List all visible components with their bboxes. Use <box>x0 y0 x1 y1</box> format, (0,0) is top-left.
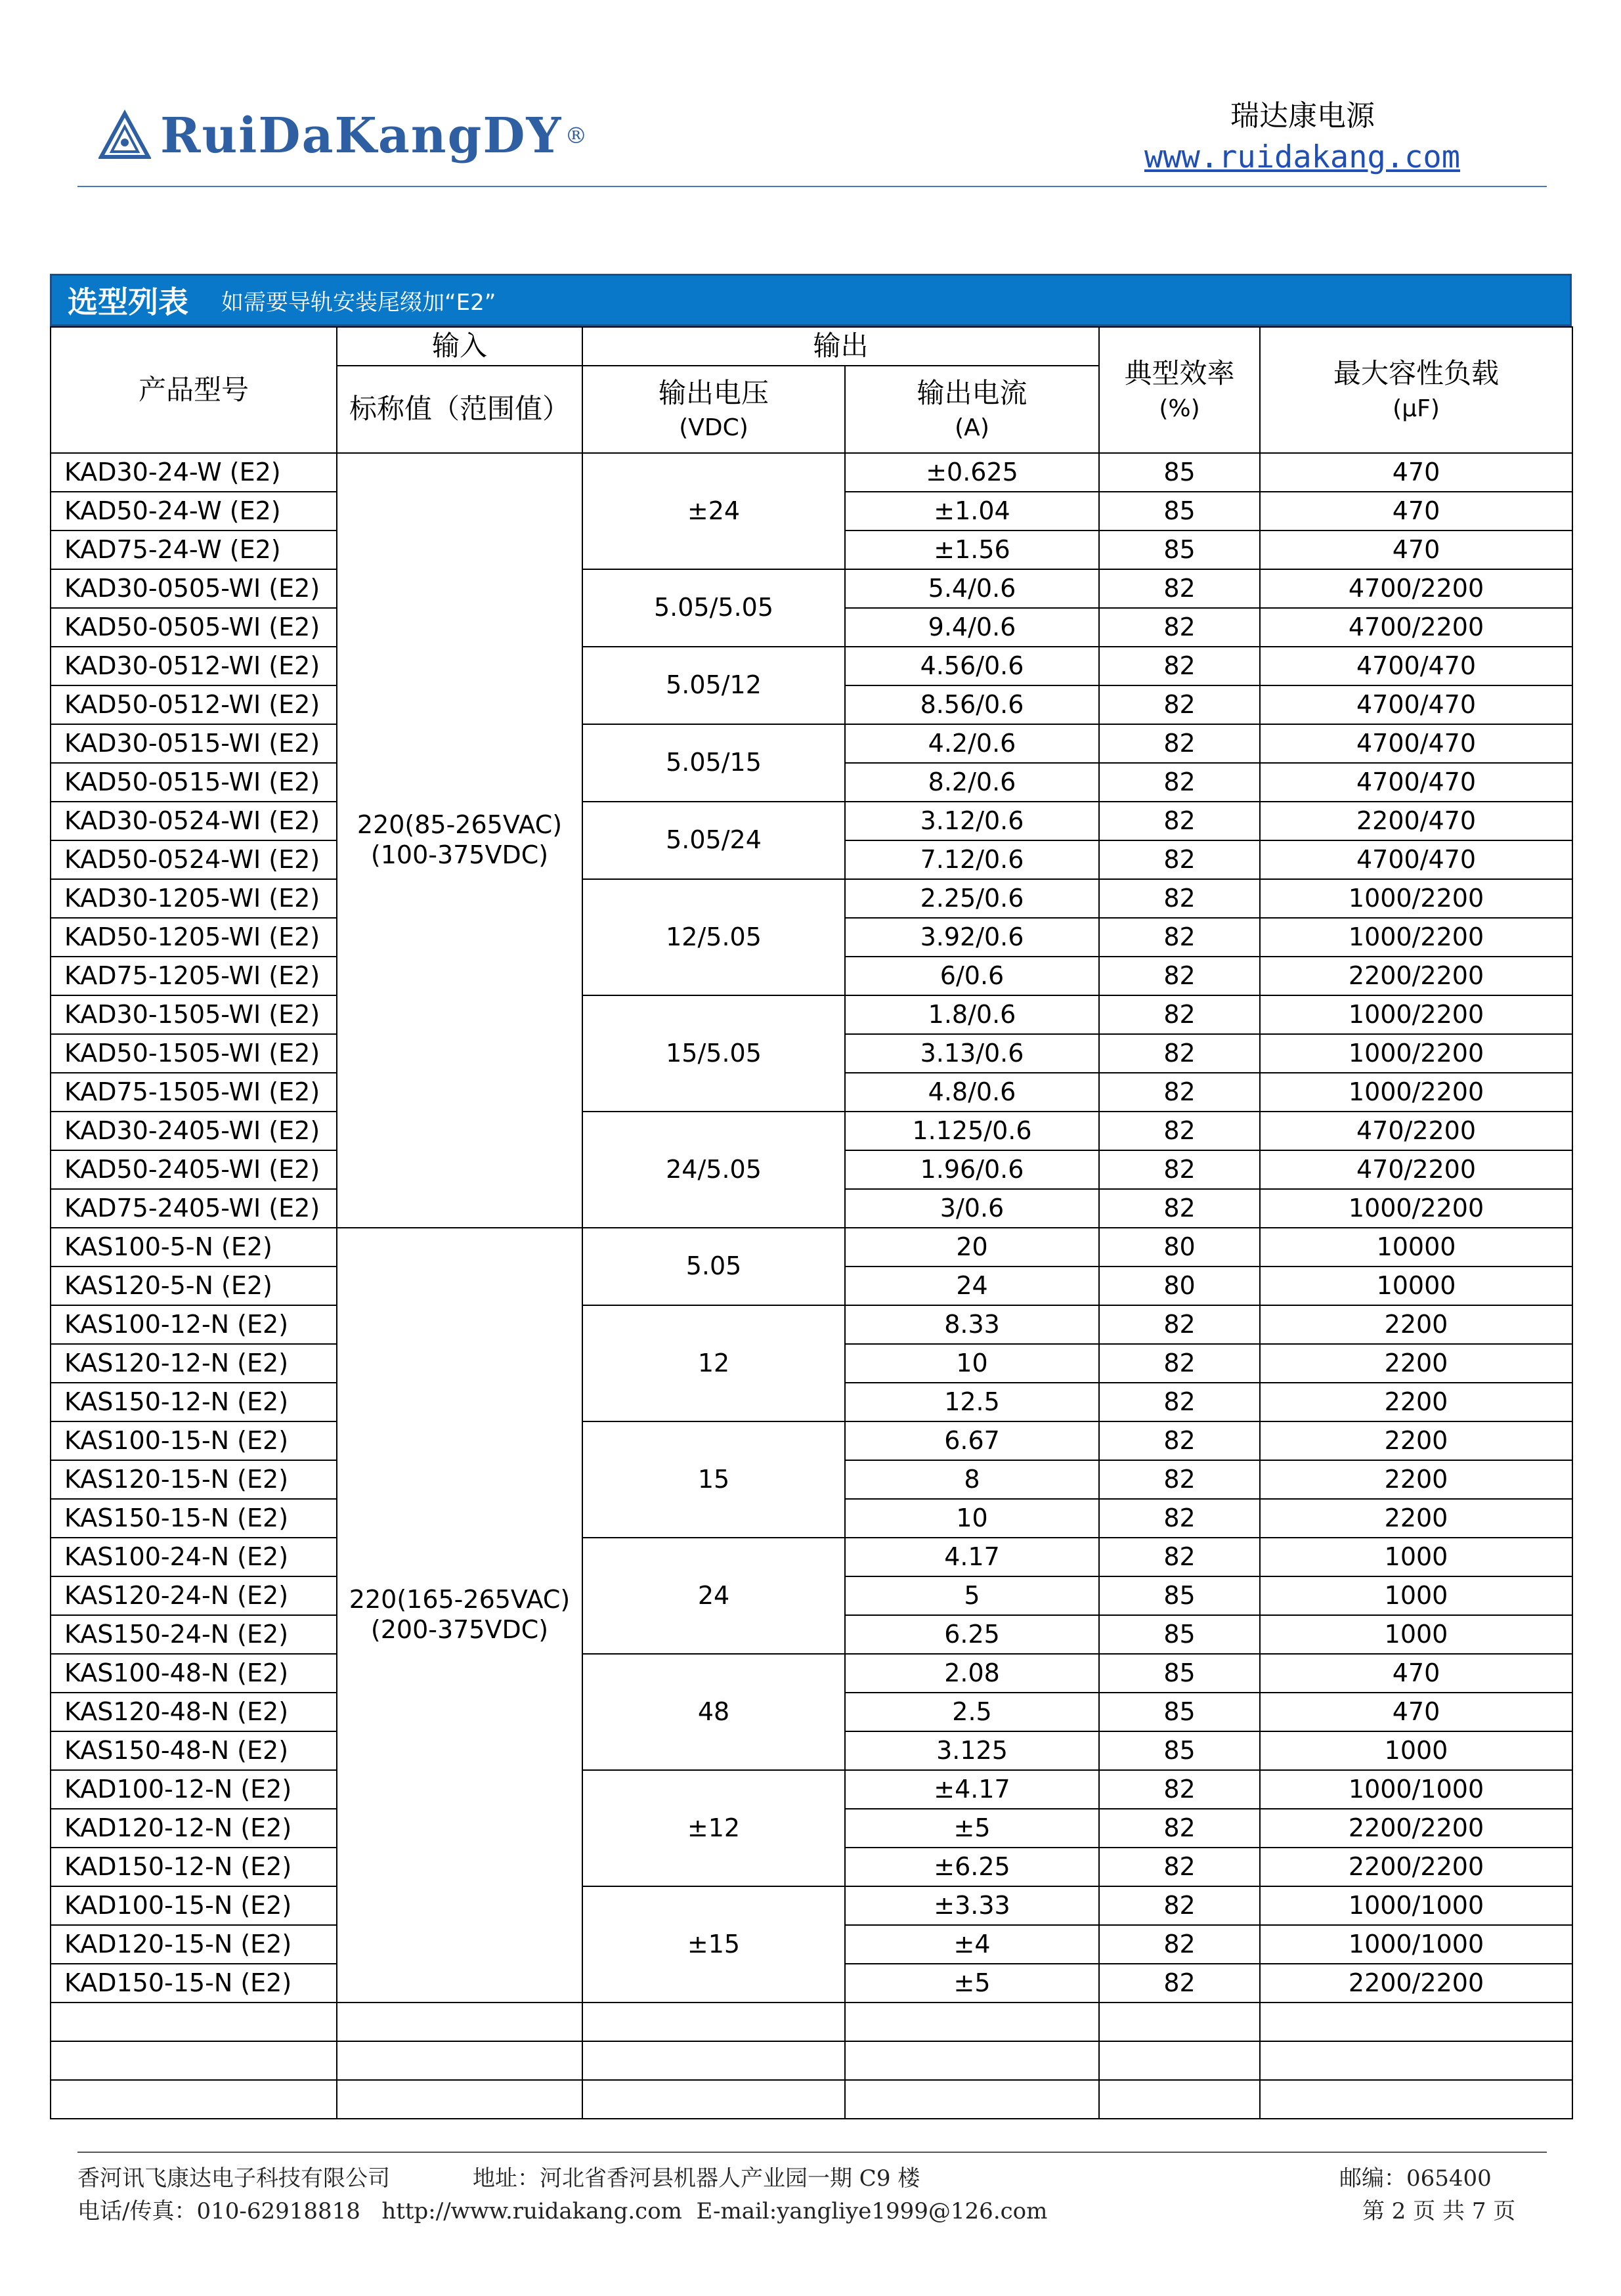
model-cell: KAS100-5-N (E2) <box>51 1228 337 1267</box>
empty-cell <box>51 2041 337 2080</box>
header-efficiency-label: 典型效率 <box>1124 357 1235 390</box>
output-current-cell: 8 <box>845 1460 1099 1499</box>
output-current-cell: 4.8/0.6 <box>845 1073 1099 1112</box>
model-cell: KAD30-0515-WI (E2) <box>51 724 337 763</box>
empty-cell <box>1260 2080 1572 2119</box>
capacitive-load-cell: 470/2200 <box>1260 1112 1572 1150</box>
efficiency-cell: 82 <box>1099 1770 1260 1809</box>
model-cell: KAD50-0515-WI (E2) <box>51 763 337 802</box>
table-row <box>51 1112 1572 1150</box>
output-current-cell: 1.125/0.6 <box>845 1112 1099 1150</box>
model-cell: KAD30-0505-WI (E2) <box>51 569 337 608</box>
logo-mark-icon <box>98 110 151 162</box>
capacitive-load-cell: 470 <box>1260 1693 1572 1731</box>
empty-row <box>51 2080 1572 2119</box>
model-cell: KAD50-24-W (E2) <box>51 492 337 531</box>
output-current-cell: ±1.56 <box>845 531 1099 569</box>
header-model: 产品型号 <box>51 327 337 453</box>
efficiency-cell: 85 <box>1099 531 1260 569</box>
model-cell: KAD100-12-N (E2) <box>51 1770 337 1809</box>
model-cell: KAS100-48-N (E2) <box>51 1654 337 1693</box>
efficiency-cell: 82 <box>1099 879 1260 918</box>
output-current-cell: 2.5 <box>845 1693 1099 1731</box>
table-row <box>51 453 1572 492</box>
table-row <box>51 1886 1572 1925</box>
empty-cell <box>337 2041 582 2080</box>
output-current-cell: 4.2/0.6 <box>845 724 1099 763</box>
capacitive-load-cell: 4700/470 <box>1260 763 1572 802</box>
model-cell: KAS120-15-N (E2) <box>51 1460 337 1499</box>
capacitive-load-cell: 4700/2200 <box>1260 608 1572 647</box>
capacitive-load-cell: 1000/2200 <box>1260 1034 1572 1073</box>
input-range-cell <box>337 1228 582 2003</box>
output-current-cell: 5.4/0.6 <box>845 569 1099 608</box>
model-cell: KAS120-12-N (E2) <box>51 1344 337 1383</box>
model-cell: KAS150-12-N (E2) <box>51 1383 337 1421</box>
footer-page-number: 第 2 页 共 7 页 <box>1362 2198 1516 2224</box>
table-row <box>51 569 1572 608</box>
output-current-cell: 4.56/0.6 <box>845 647 1099 685</box>
capacitive-load-cell: 1000 <box>1260 1576 1572 1615</box>
model-cell: KAD100-15-N (E2) <box>51 1886 337 1925</box>
output-voltage-cell: 12/5.05 <box>582 879 845 995</box>
output-current-cell: 3.13/0.6 <box>845 1034 1099 1073</box>
output-voltage-cell: 12 <box>582 1305 845 1421</box>
selection-table-section <box>50 274 1572 2119</box>
efficiency-cell: 82 <box>1099 995 1260 1034</box>
model-cell: KAD30-0524-WI (E2) <box>51 802 337 840</box>
output-voltage-cell: ±15 <box>582 1886 845 2003</box>
model-cell: KAD120-15-N (E2) <box>51 1925 337 1964</box>
capacitive-load-cell: 470 <box>1260 1654 1572 1693</box>
header-input: 输入 <box>337 327 582 366</box>
model-cell: KAS120-5-N (E2) <box>51 1267 337 1305</box>
model-cell: KAD50-1205-WI (E2) <box>51 918 337 957</box>
input-range-line2: (100-375VDC) <box>370 840 549 869</box>
capacitive-load-cell: 2200 <box>1260 1305 1572 1344</box>
model-cell: KAS120-48-N (E2) <box>51 1693 337 1731</box>
efficiency-cell: 82 <box>1099 1460 1260 1499</box>
model-cell: KAD120-12-N (E2) <box>51 1809 337 1848</box>
capacitive-load-cell: 1000/2200 <box>1260 879 1572 918</box>
table-row <box>51 1770 1572 1809</box>
capacitive-load-cell: 4700/470 <box>1260 685 1572 724</box>
output-current-cell: 3/0.6 <box>845 1189 1099 1228</box>
model-cell: KAS100-24-N (E2) <box>51 1538 337 1576</box>
model-cell: KAS120-24-N (E2) <box>51 1576 337 1615</box>
capacitive-load-cell: 1000 <box>1260 1538 1572 1576</box>
output-current-cell: ±1.04 <box>845 492 1099 531</box>
output-current-cell: 1.96/0.6 <box>845 1150 1099 1189</box>
model-cell: KAS100-12-N (E2) <box>51 1305 337 1344</box>
table-row <box>51 879 1572 918</box>
output-current-cell: 2.08 <box>845 1654 1099 1693</box>
capacitive-load-cell: 4700/470 <box>1260 724 1572 763</box>
product-table <box>50 326 1573 2119</box>
table-row <box>51 1228 1572 1267</box>
empty-cell <box>337 2080 582 2119</box>
efficiency-cell: 82 <box>1099 1809 1260 1848</box>
efficiency-cell: 82 <box>1099 647 1260 685</box>
efficiency-cell: 82 <box>1099 1886 1260 1925</box>
model-cell: KAD50-2405-WI (E2) <box>51 1150 337 1189</box>
model-cell: KAD150-12-N (E2) <box>51 1848 337 1886</box>
input-range-line2: (200-375VDC) <box>370 1615 549 1644</box>
output-voltage-cell: 5.05 <box>582 1228 845 1305</box>
capacitive-load-cell: 470 <box>1260 453 1572 492</box>
output-current-cell: 24 <box>845 1267 1099 1305</box>
capacitive-load-cell: 10000 <box>1260 1228 1572 1267</box>
footer-divider <box>77 2152 1547 2153</box>
empty-cell <box>1099 2003 1260 2041</box>
efficiency-cell: 82 <box>1099 957 1260 995</box>
efficiency-cell: 82 <box>1099 1538 1260 1576</box>
footer-address: 地址：河北省香河县机器人产业园一期 C9 楼 <box>473 2165 920 2192</box>
efficiency-cell: 85 <box>1099 1576 1260 1615</box>
capacitive-load-cell: 1000/2200 <box>1260 1189 1572 1228</box>
output-current-cell: ±6.25 <box>845 1848 1099 1886</box>
footer-postcode: 邮编：065400 <box>1339 2165 1492 2192</box>
output-voltage-cell: 24 <box>582 1538 845 1654</box>
capacitive-load-cell: 1000/1000 <box>1260 1770 1572 1809</box>
table-row <box>51 1421 1572 1460</box>
efficiency-cell: 82 <box>1099 1848 1260 1886</box>
model-cell: KAD30-1505-WI (E2) <box>51 995 337 1034</box>
efficiency-cell: 82 <box>1099 569 1260 608</box>
efficiency-cell: 85 <box>1099 1693 1260 1731</box>
efficiency-cell: 82 <box>1099 1344 1260 1383</box>
efficiency-cell: 82 <box>1099 1383 1260 1421</box>
output-current-cell: 6.67 <box>845 1421 1099 1460</box>
header-divider <box>77 186 1547 187</box>
table-row <box>51 1654 1572 1693</box>
model-cell: KAS100-15-N (E2) <box>51 1421 337 1460</box>
empty-cell <box>845 2041 1099 2080</box>
header-output: 输出 <box>582 327 1099 366</box>
output-current-cell: 6.25 <box>845 1615 1099 1654</box>
capacitive-load-cell: 1000/2200 <box>1260 918 1572 957</box>
empty-cell <box>845 2080 1099 2119</box>
header-input-nominal: 标称值（范围值） <box>337 366 582 453</box>
efficiency-cell: 82 <box>1099 1034 1260 1073</box>
efficiency-cell: 85 <box>1099 453 1260 492</box>
empty-row <box>51 2041 1572 2080</box>
efficiency-cell: 82 <box>1099 608 1260 647</box>
output-current-cell: ±5 <box>845 1964 1099 2003</box>
output-current-cell: 12.5 <box>845 1383 1099 1421</box>
header-current <box>845 366 1099 453</box>
section-note: 如需要导轨安装尾缀加“E2” <box>221 289 496 316</box>
capacitive-load-cell: 2200/2200 <box>1260 1964 1572 2003</box>
output-current-cell: ±0.625 <box>845 453 1099 492</box>
empty-cell <box>845 2003 1099 2041</box>
capacitive-load-cell: 1000/1000 <box>1260 1886 1572 1925</box>
capacitive-load-cell: 4700/470 <box>1260 647 1572 685</box>
output-voltage-cell: ±24 <box>582 453 845 569</box>
header-capacitive <box>1260 327 1572 453</box>
section-title-bar <box>50 274 1572 326</box>
empty-cell <box>582 2041 845 2080</box>
output-current-cell: 2.25/0.6 <box>845 879 1099 918</box>
capacitive-load-cell: 2200 <box>1260 1499 1572 1538</box>
efficiency-cell: 82 <box>1099 1150 1260 1189</box>
capacitive-load-cell: 1000 <box>1260 1615 1572 1654</box>
output-current-cell: 8.56/0.6 <box>845 685 1099 724</box>
output-current-cell: 3.125 <box>845 1731 1099 1770</box>
output-voltage-cell: 24/5.05 <box>582 1112 845 1228</box>
capacitive-load-cell: 2200/470 <box>1260 802 1572 840</box>
capacitive-load-cell: 2200 <box>1260 1421 1572 1460</box>
header-efficiency <box>1099 327 1260 453</box>
empty-row <box>51 2003 1572 2041</box>
model-cell: KAD50-0524-WI (E2) <box>51 840 337 879</box>
logo-text: RuiDaKangDY <box>160 108 563 164</box>
output-current-cell: 3.92/0.6 <box>845 918 1099 957</box>
model-cell: KAD30-2405-WI (E2) <box>51 1112 337 1150</box>
output-voltage-cell: 15/5.05 <box>582 995 845 1112</box>
output-voltage-cell: 48 <box>582 1654 845 1770</box>
output-voltage-cell: 5.05/5.05 <box>582 569 845 647</box>
model-cell: KAD75-1505-WI (E2) <box>51 1073 337 1112</box>
efficiency-cell: 82 <box>1099 1499 1260 1538</box>
empty-cell <box>582 2080 845 2119</box>
registered-mark: ® <box>565 123 588 149</box>
section-title: 选型列表 <box>68 284 188 320</box>
efficiency-cell: 82 <box>1099 1305 1260 1344</box>
header-voltage-label: 输出电压 <box>658 376 769 409</box>
output-current-cell: ±4.17 <box>845 1770 1099 1809</box>
capacitive-load-cell: 1000/1000 <box>1260 1925 1572 1964</box>
capacitive-load-cell: 2200 <box>1260 1344 1572 1383</box>
output-current-cell: 4.17 <box>845 1538 1099 1576</box>
output-current-cell: 8.2/0.6 <box>845 763 1099 802</box>
output-current-cell: 7.12/0.6 <box>845 840 1099 879</box>
efficiency-cell: 82 <box>1099 1112 1260 1150</box>
output-current-cell: 3.12/0.6 <box>845 802 1099 840</box>
efficiency-cell: 85 <box>1099 492 1260 531</box>
efficiency-cell: 82 <box>1099 1964 1260 2003</box>
footer-contact: 电话/传真：010-62918818 http://www.ruidakang.com E-mail:yangliye1999@126.com <box>77 2198 1048 2224</box>
header-efficiency-unit: (%) <box>1159 395 1200 422</box>
capacitive-load-cell: 470 <box>1260 492 1572 531</box>
output-current-cell: 8.33 <box>845 1305 1099 1344</box>
model-cell: KAS150-48-N (E2) <box>51 1731 337 1770</box>
input-range-line1: 220(85-265VAC) <box>357 810 563 840</box>
output-voltage-cell: 15 <box>582 1421 845 1538</box>
company-name: 瑞达康电源 <box>1230 99 1375 133</box>
output-voltage-cell: 5.05/12 <box>582 647 845 724</box>
empty-cell <box>1260 2041 1572 2080</box>
table-row <box>51 724 1572 763</box>
footer-company: 香河讯飞康达电子科技有限公司 <box>77 2165 390 2192</box>
efficiency-cell: 82 <box>1099 1073 1260 1112</box>
input-range-line1: 220(165-265VAC) <box>349 1585 571 1614</box>
efficiency-cell: 85 <box>1099 1731 1260 1770</box>
output-voltage-cell: 5.05/24 <box>582 802 845 879</box>
output-voltage-cell: ±12 <box>582 1770 845 1886</box>
capacitive-load-cell: 470 <box>1260 531 1572 569</box>
capacitive-load-cell: 470/2200 <box>1260 1150 1572 1189</box>
output-current-cell: 9.4/0.6 <box>845 608 1099 647</box>
capacitive-load-cell: 1000/2200 <box>1260 995 1572 1034</box>
capacitive-load-cell: 1000/2200 <box>1260 1073 1572 1112</box>
efficiency-cell: 82 <box>1099 763 1260 802</box>
model-cell: KAS150-15-N (E2) <box>51 1499 337 1538</box>
efficiency-cell: 80 <box>1099 1267 1260 1305</box>
capacitive-load-cell: 4700/470 <box>1260 840 1572 879</box>
table-row <box>51 995 1572 1034</box>
output-current-cell: ±3.33 <box>845 1886 1099 1925</box>
header-current-label: 输出电流 <box>917 376 1027 409</box>
efficiency-cell: 82 <box>1099 685 1260 724</box>
table-row <box>51 1305 1572 1344</box>
model-cell: KAD50-0505-WI (E2) <box>51 608 337 647</box>
efficiency-cell: 82 <box>1099 802 1260 840</box>
table-body <box>51 453 1572 2119</box>
efficiency-cell: 82 <box>1099 1189 1260 1228</box>
efficiency-cell: 85 <box>1099 1654 1260 1693</box>
table-row <box>51 802 1572 840</box>
capacitive-load-cell: 2200/2200 <box>1260 1848 1572 1886</box>
header-capacitive-label: 最大容性负载 <box>1333 357 1500 390</box>
capacitive-load-cell: 2200 <box>1260 1383 1572 1421</box>
output-voltage-cell: 5.05/15 <box>582 724 845 802</box>
output-current-cell: 1.8/0.6 <box>845 995 1099 1034</box>
efficiency-cell: 85 <box>1099 1615 1260 1654</box>
model-cell: KAD75-24-W (E2) <box>51 531 337 569</box>
output-current-cell: ±4 <box>845 1925 1099 1964</box>
empty-cell <box>1099 2041 1260 2080</box>
model-cell: KAD75-1205-WI (E2) <box>51 957 337 995</box>
model-cell: KAD50-1505-WI (E2) <box>51 1034 337 1073</box>
capacitive-load-cell: 10000 <box>1260 1267 1572 1305</box>
efficiency-cell: 82 <box>1099 1925 1260 1964</box>
empty-cell <box>1099 2080 1260 2119</box>
model-cell: KAS150-24-N (E2) <box>51 1615 337 1654</box>
output-current-cell: ±5 <box>845 1809 1099 1848</box>
model-cell: KAD30-0512-WI (E2) <box>51 647 337 685</box>
model-cell: KAD30-1205-WI (E2) <box>51 879 337 918</box>
capacitive-load-cell: 2200/2200 <box>1260 957 1572 995</box>
efficiency-cell: 82 <box>1099 724 1260 763</box>
capacitive-load-cell: 2200/2200 <box>1260 1809 1572 1848</box>
model-cell: KAD30-24-W (E2) <box>51 453 337 492</box>
efficiency-cell: 82 <box>1099 1421 1260 1460</box>
model-cell: KAD150-15-N (E2) <box>51 1964 337 2003</box>
capacitive-load-cell: 1000 <box>1260 1731 1572 1770</box>
model-cell: KAD50-0512-WI (E2) <box>51 685 337 724</box>
model-cell: KAD75-2405-WI (E2) <box>51 1189 337 1228</box>
header-voltage <box>582 366 845 453</box>
capacitive-load-cell: 4700/2200 <box>1260 569 1572 608</box>
output-current-cell: 10 <box>845 1499 1099 1538</box>
output-current-cell: 6/0.6 <box>845 957 1099 995</box>
output-current-cell: 20 <box>845 1228 1099 1267</box>
empty-cell <box>51 2080 337 2119</box>
brand-logo <box>98 100 587 172</box>
output-current-cell: 10 <box>845 1344 1099 1383</box>
empty-cell <box>1260 2003 1572 2041</box>
empty-cell <box>51 2003 337 2041</box>
table-row <box>51 1538 1572 1576</box>
empty-cell <box>582 2003 845 2041</box>
header-current-unit: (A) <box>955 414 989 442</box>
efficiency-cell: 80 <box>1099 1228 1260 1267</box>
empty-cell <box>337 2003 582 2041</box>
header-voltage-unit: (VDC) <box>679 414 748 442</box>
website-link[interactable]: www.ruidakang.com <box>1144 139 1460 175</box>
capacitive-load-cell: 2200 <box>1260 1460 1572 1499</box>
table-row <box>51 647 1572 685</box>
efficiency-cell: 82 <box>1099 918 1260 957</box>
input-range-cell <box>337 453 582 1228</box>
output-current-cell: 5 <box>845 1576 1099 1615</box>
header-capacitive-unit: (μF) <box>1393 395 1440 422</box>
efficiency-cell: 82 <box>1099 840 1260 879</box>
